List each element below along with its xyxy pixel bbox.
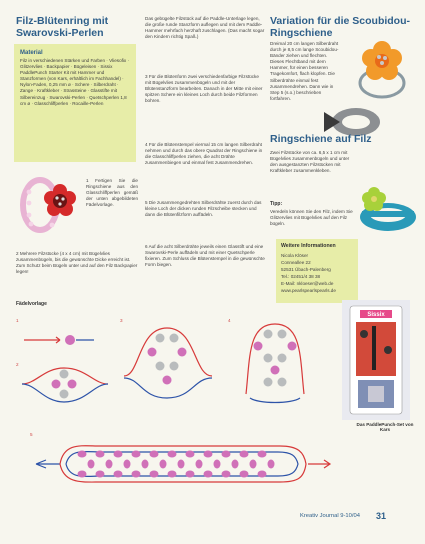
step-number-1: 1 [16, 318, 19, 323]
tipp-heading: Tipp: [270, 201, 283, 207]
step-diagram-2 [16, 362, 116, 416]
step-number-3: 3 [120, 318, 123, 323]
step6-text: 6 Auf die acht Silberdrähte jeweils einen Glasstift und eine Swarovski-Perle auffädeln und mit einer Quetschperle fixieren. Zum Schluss die Blütenstempel in die gewünschte Form biegen. [145, 244, 265, 268]
step1-text: 1 Fertigen Sie die Ringschiene aus den Glasschliffperlen gemäß der unten abgebildeten Fädelvorlage. [86, 178, 138, 208]
variation-title: Variation für die Scoubidou-Ringschiene [270, 15, 411, 39]
step-number-4: 4 [228, 318, 231, 323]
faedelvorlage-label: Fädelvorlage [16, 301, 47, 307]
step-diagram-5 [30, 432, 338, 494]
svg-text:Sissix: Sissix [367, 312, 385, 318]
blue-felt-ring-photo [356, 185, 420, 237]
middle-intro: Das gebügelte Filzstück auf die Paddle-Unterlage legen, die große runde Stanzform auflegen und mit dem Paddle-Hammer mehrfach herzhaft zuschlagen. (Das macht sogar den Kindern richtig Spaß.) [145, 16, 265, 40]
step-diagram-4 [228, 318, 324, 414]
red-flower-ring-photo [20, 165, 78, 241]
ring-on-felt-text: Zwei Filzstücke von ca. 6,5 x 1 cm mit Bügelvlies zusammenbügeln und unter den ausgestanzten Filzstücken mit Kraftkleber zusammenkleben. [270, 150, 350, 174]
material-box [14, 44, 136, 162]
step5-text: 5 Die zusammengedrehten Silberdrähte zuerst durch das kleine Loch der dicken runden Filzscheibe stecken und dann die Blütenfilzform auffädeln. [145, 200, 262, 218]
material-text: Filz in verschiedenen Stärken und Farben · Vliesofix · Glitzervlies · Backpapier · Bügeleisen · Sissix PaddlePunch Starter Kit mit Hammer und Stanzformen (von Kars, erhältlich im Fachhandel) · Nylon-Faden, 0,25 mm ø · Schere · Silberdraht · Zange · Kraftkleber · Strassteine · Glasstifte mit Silbereinzug · Swarovski-Perlen · Quetschperlen 1,8 cm ø · Glasschliffperlen · Rocaille-Perlen [20, 58, 130, 106]
step3-text: 3 Für die Blütenform zwei verschiedenfarbige Filzstücke mit Bügelvlies zusammenbügeln und mit der Blütenstanzform bearbeiten. Danach in der Mitte mit einer spitzen Schere ein kleines Loch durch beide Filzformen bohren. [145, 74, 263, 104]
info-line-city: 52531 Übach-Palenberg [281, 267, 331, 272]
tipp-text: Veredeln können Sie den Filz, indem Sie Glitzervlies mit Bügelvlies auf den Filz bügeln. [270, 209, 353, 227]
info-heading: Weitere Informationen [281, 243, 336, 249]
step-diagram-3 [120, 318, 220, 414]
info-line-website: www.pearlspearlspearls.de [281, 288, 336, 293]
info-line-name: Nicola Klöser [281, 253, 309, 258]
step-number-5: 5 [30, 432, 33, 437]
material-heading: Material [20, 50, 43, 56]
kit-credit: Das PaddlePunch-Set von Kars [356, 422, 414, 432]
step-number-2: 2 [16, 362, 19, 367]
info-box [276, 239, 358, 303]
info-line-phone: Tel.: 02451/4 38 38 [281, 274, 321, 279]
info-line-street: Conneallee 22 [281, 260, 311, 265]
page-title-left: Filz-Blütenring mit Swarovski-Perlen [16, 15, 109, 39]
info-line-email: E-Mail: nkloeser@web.de [281, 281, 334, 286]
step2-text: 2 Mehrere Filzstücke (4 x 4 cm) mit Bügelvlies zusammenbügeln, bis die gewünschte Dicke erreicht ist. Zum Schutz beim Bügeln unter und auf den Filz Backpapier legen! [16, 251, 138, 275]
paddlepunch-kit-photo [342, 300, 410, 420]
orange-flower-ring-photo [344, 39, 420, 105]
step4-text: 4 Für die Blütenstempel viermal 15 cm langen Silberdraht nehmen und durch das obere Quadrat der Ringschiene in die Glasschliffperlen ziehen, die acht Drähte zusammenbiegen und einmal fest zusammendrehen. [145, 142, 263, 166]
magazine-name: Kreativ Journal 9-10/04 [300, 513, 360, 519]
step-diagram-1 [16, 318, 108, 366]
page-number: 31 [376, 511, 387, 521]
variation-text: Dreimal 20 cm langen Silberdraht durch je 8,5 cm lange Scoubidou-Bänder ziehen und flechten. Dieses Flechtband mit dem Hammer, für einen besseren Tragekomfort, flach klopfen. Die Silberdrähte einmal fest zusammendrehen. Dann wie in Step 5 (s.o.) beschrieben fortfahren. [270, 41, 339, 101]
ring-on-felt-title: Ringschiene auf Filz [270, 133, 372, 145]
